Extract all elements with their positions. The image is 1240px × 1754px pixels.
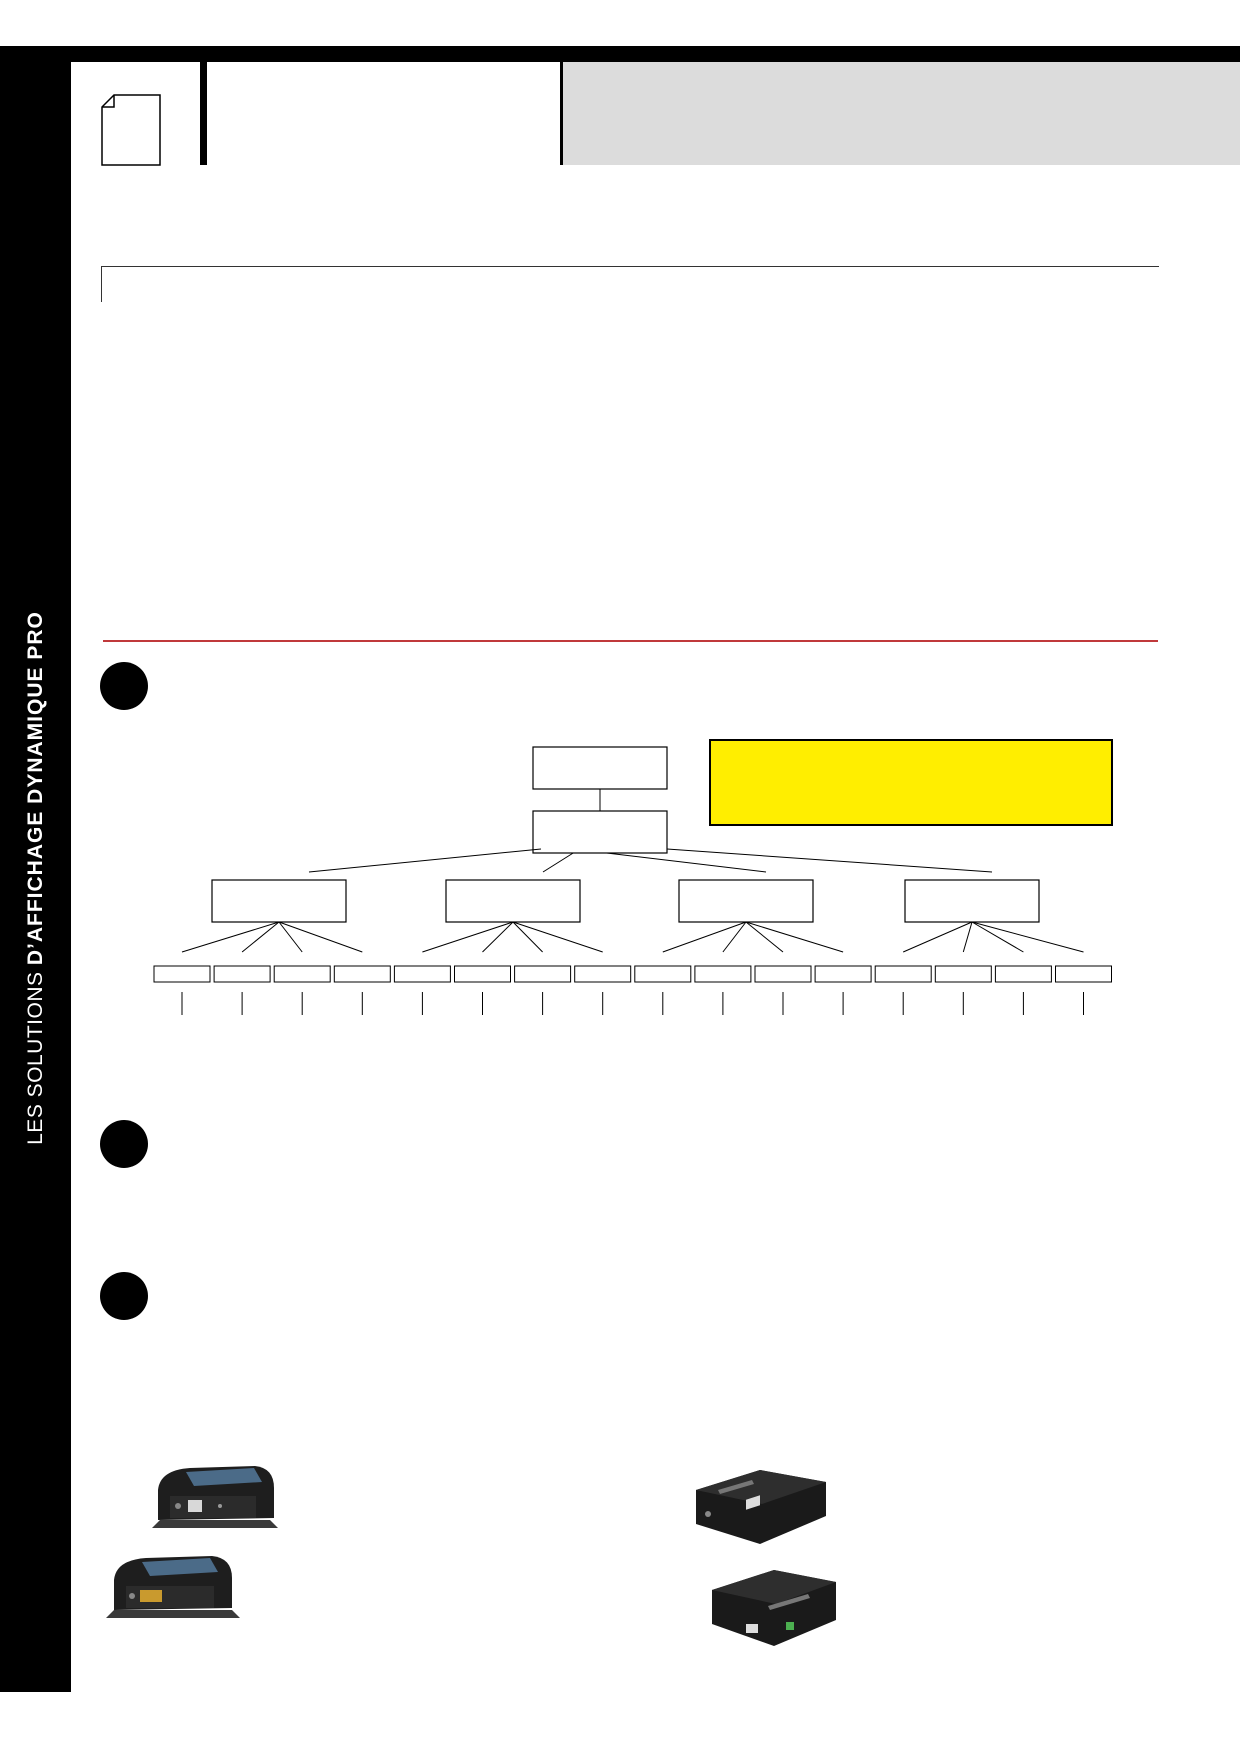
distribution-box	[905, 880, 1039, 922]
display-box	[515, 966, 571, 982]
hdbaset-receiver-icon	[690, 1470, 830, 1548]
header-divider-left	[200, 62, 207, 165]
distribution-box	[679, 880, 813, 922]
connector-line	[746, 922, 783, 952]
connector-line	[309, 849, 541, 872]
connector-line	[903, 922, 972, 952]
connector-line	[483, 922, 514, 952]
display-box	[455, 966, 511, 982]
section-1-bullet	[100, 662, 148, 710]
sidebar-title-light: LES SOLUTIONS	[24, 965, 47, 1145]
connector-line	[422, 922, 513, 952]
distribution-box	[212, 880, 346, 922]
connector-line	[663, 922, 746, 952]
source-box	[533, 747, 667, 789]
hdmi-extender-receiver-icon	[150, 1462, 280, 1534]
hdmi-extender-transmitter-icon	[104, 1552, 242, 1624]
splitter-box	[533, 811, 667, 853]
display-box	[575, 966, 631, 982]
content-frame-top	[101, 266, 1159, 267]
top-bar	[0, 46, 1240, 62]
display-box	[695, 966, 751, 982]
document-icon	[100, 93, 162, 167]
display-box	[334, 966, 390, 982]
display-box	[935, 966, 991, 982]
connector-line	[543, 853, 573, 872]
section-divider	[103, 640, 1158, 642]
display-box	[875, 966, 931, 982]
display-box	[755, 966, 811, 982]
display-box	[394, 966, 450, 982]
connector-line	[607, 853, 766, 872]
display-box	[1056, 966, 1112, 982]
content-frame-left	[101, 266, 102, 302]
section-2-bullet	[100, 1120, 148, 1168]
connector-line	[513, 922, 603, 952]
connector-line	[972, 922, 1084, 952]
connector-line	[746, 922, 843, 952]
display-box	[995, 966, 1051, 982]
connector-line	[972, 922, 1023, 952]
display-box	[214, 966, 270, 982]
distribution-diagram	[140, 735, 1130, 1020]
sidebar-title	[0, 0, 47, 1145]
header-panel	[563, 62, 1240, 165]
connector-line	[963, 922, 972, 952]
display-box	[635, 966, 691, 982]
hdbaset-transmitter-icon	[708, 1566, 838, 1650]
connector-line	[667, 849, 992, 872]
connector-line	[242, 922, 279, 952]
display-box	[154, 966, 210, 982]
sidebar-title-bold: D’AFFICHAGE DYNAMIQUE PRO	[24, 611, 47, 966]
display-box	[274, 966, 330, 982]
connector-line	[182, 922, 279, 952]
connector-line	[279, 922, 362, 952]
section-3-bullet	[100, 1272, 148, 1320]
distribution-box	[446, 880, 580, 922]
display-box	[815, 966, 871, 982]
